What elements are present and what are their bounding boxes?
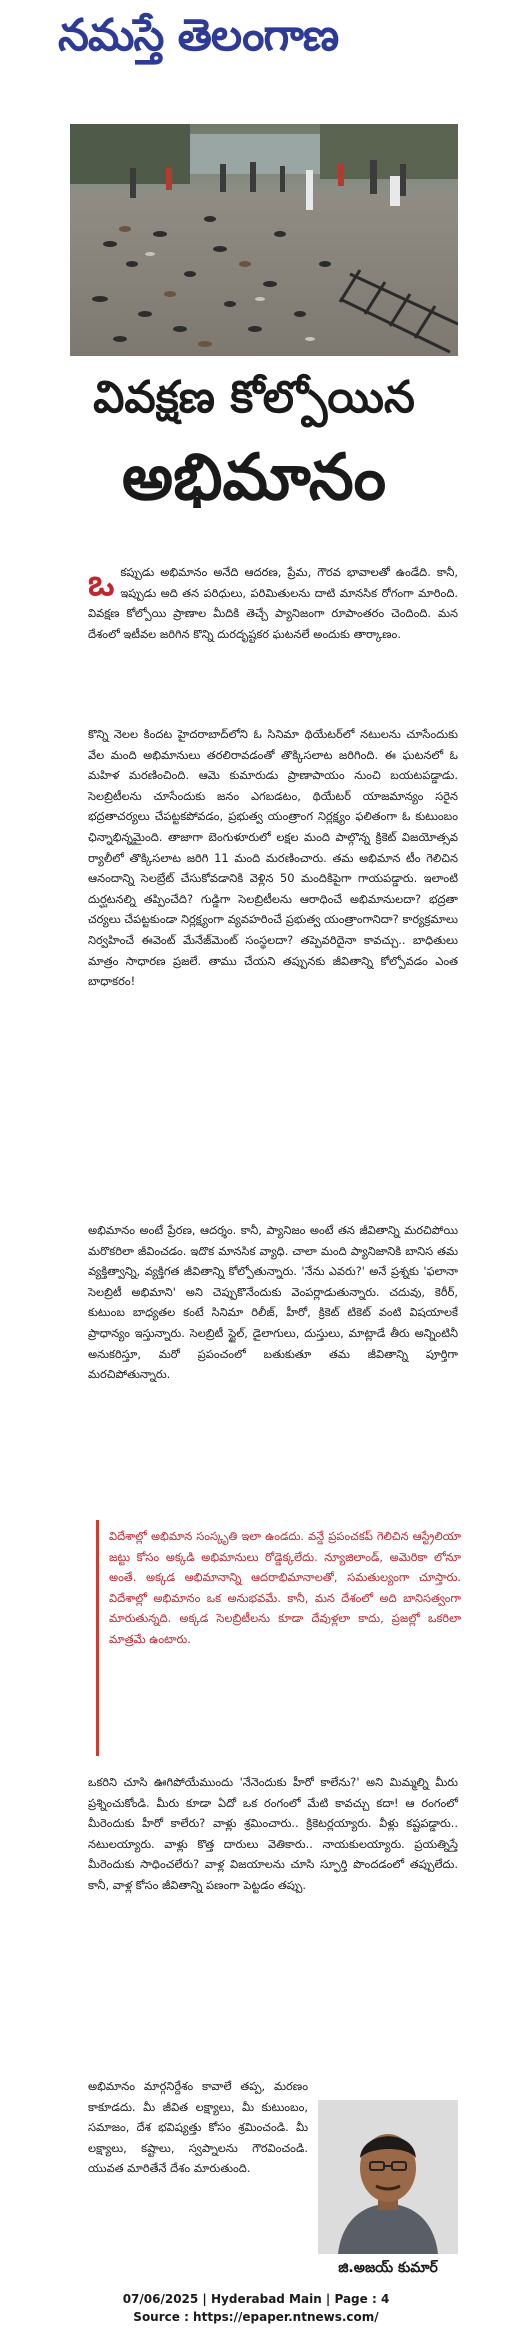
headline-line-1: వివక్షణ కోల్పోయిన [93,372,415,423]
headline-line-2: అభిమానం [121,440,387,515]
drop-cap: ఒ [88,562,115,604]
pull-quote [96,1520,465,1756]
stampede-photo-illustration [70,124,458,356]
author-photo [318,2100,458,2254]
article-paragraph-3: అభిమానం అంటే ప్రేరణ, ఆదర్శం. కానీ, ప్యానిజం అంటే తన జీవితాన్ని మరచిపోయి మరొకరిలా జీవించడం. ఇదొక మానసిక వ్యాధి. చాలా మంది ప్యానిజానికి బానిస తమ వ్యక్తిత్వాన్ని, వ్యక్తిగత జీవితాన్ని కోల్పోతున్నారు. 'నేను ఎవరు?' అనే ప్రశ్నకు 'ఫలానా సెలబ్రిటీ అభిమాని' అని చెప్పుకొనేందుకు వెంపర్లాడుతున్నారు. చదువు, కెరీర్, కుటుంబ బాధ్యతల కంటే సినిమా రిలీజ్, హీరో, క్రికెట్ టికెట్ వంటి విషయాలకే ప్రాధాన్యం ఇస్తున్నారు. సెలబ్రిటీ స్టైల్, డైలాగులు, దుస్తులు, మాట్లాడే తీరు అన్నింటినీ అనుకరిస్తూ, మరో ప్రపంచంలో బతుకుతూ తమ జీవితాన్ని పూర్తిగా మరచిపోతున్నారు. [88,1223,458,1382]
author-portrait [318,2100,458,2254]
pull-quote-text: విదేశాల్లో అభిమాన సంస్కృతి ఇలా ఉండదు. వన్డే ప్రపంచకప్ గెలిచిన ఆస్ట్రేలియా జట్టు కోసం అక్కడి అభిమానులు రోడ్డెక్కలేదు. న్యూజిలాండ్, అమెరికా లోనూ అంతే. అక్కడ అభిమానాన్ని ఆదరాభిమానాలతో, సమతుల్యంగా చూస్తారు. విదేశాల్లో అభిమానం ఒక అనుభవమే. కానీ, మన దేశంలో అది బానిసత్వంగా మారుతున్నది. అక్కడ సెలబ్రిటీలను కూడా దేవుళ్లలా కాదు, ప్రజల్లో ఒకరిలా మాత్రమే ఉంటారు. [109,1529,461,1646]
footer-date-edition: 07/06/2025 | Hyderabad Main | Page : 4 [122,2292,390,2306]
author-name: జి.అజయ్ కుమార్ [338,2260,438,2276]
article-paragraph-1 [88,562,458,644]
article-paragraph-4: ఒకరిని చూసి ఊగిపోయేముందు 'నేనెందుకు హీరో కాలేను?' అని మిమ్మల్ని మీరు ప్రశ్నించుకోండి. మీరు కూడా ఏదో ఒక రంగంలో మేటి కావచ్చు కదా! ఆ రంగంలో మీరెందుకు హీరో కాలేరు? వాళ్లు శ్రమించారు.. క్రికెటర్లయ్యారు. వీళ్లు కష్టపడ్డారు.. నటులయ్యారు. వాళ్లు కొత్త దారులు వెతికారు.. నాయకులయ్యారు. ప్రయత్నిస్తే మీరెందుకు సాధించలేరు? వాళ్ల విజయాలను చూసి స్ఫూర్తి పొందడంలో తప్పులేదు. కానీ, వాళ్ల కోసం జీవితాన్ని పణంగా పెట్టడం తప్పు. [88,1775,458,1892]
footer-source: Source : https://epaper.ntnews.com/ [133,2310,379,2324]
article-paragraph-5: అభిమానం మార్గనిర్దేశం కావాలే తప్ప, మరణం కాకూడదు. మీ జీవిత లక్ష్యాలు, మీ కుటుంబం, సమాజం, దేశ భవిష్యత్తు కోసం శ్రమించండి. మీ లక్ష్యాలు, కష్టాలు, స్వప్నాలను గౌరవించండి. యువత మారితేనే దేశం మారుతుంది. [88,2079,308,2176]
stampede-aftermath-photo [70,124,458,356]
paragraph-1-text: కప్పుడు అభిమానం అనేది ఆదరణ, ప్రేమ, గౌరవ భావాలతో ఉండేది. కానీ, ఇప్పుడు అది తన పరిధులు, పరిమితులను దాటి మానసిక రోగంగా మారింది. వివక్షణ కోల్పోయి ప్రాణాల మీదికి తెచ్చే ప్యానిజంగా రూపాంతరం చెందింది. మన దేశంలో ఇటీవల జరిగిన కొన్ని దురదృష్టకర ఘటనలే అందుకు తార్కాణం. [88,565,458,641]
newspaper-name: నమస్తే తెలంగాణ [58,10,339,61]
masthead [0,4,512,76]
article-paragraph-2: కొన్ని నెలల కిందట హైదరాబాద్‌లోని ఓ సినిమా థియేటర్‌లో నటులను చూసేందుకు వేల మంది అభిమానులు తరలిరావడంతో తొక్కిసలాట జరిగింది. ఈ ఘటనలో ఓ మహిళ మరణించింది. ఆమె కుమారుడు ప్రాణాపాయం నుంచి బయటపడ్డాడు. సెలబ్రిటీలను చూసేందుకు జనం ఎగబడటం, థియేటర్ యాజమాన్యం సరైన భద్రతాచర్యలు చేపట్టకపోవడం, ప్రభుత్వ యంత్రాంగ నిర్లక్ష్యం ఫలితంగా ఓ కుటుంబం ఛిన్నాభిన్నమైంది. తాజాగా బెంగుళూరులో లక్షల మంది పాల్గొన్న క్రికెట్ విజయోత్సవ ర్యాలీలో తొక్కిసలాట జరిగి 11 మంది మరణించారు. తమ అభిమాన టీం గెలిచిన ఆనందాన్ని సెలబ్రేట్ చేసుకోవడానికి వెళ్లిన 50 మందికిపైగా గాయపడ్డారు. ఇలాంటి దుర్ఘటనల్ని తప్పించేది? గుడ్డిగా సెలబ్రిటీలను ఆరాధించే అభిమానులదా? భద్రతా చర్యలు చేపట్టకుండా నిర్లక్ష్యంగా వ్యవహరించే ప్రభుత్వ యంత్రాంగానిదా? కార్యక్రమాలు నిర్వహించే ఈవెంట్ మేనేజ్‌మెంట్ సంస్థలదా? తప్పెవరిదైనా కావచ్చు.. బాధితులు మాత్రం సాధారణ ప్రజలే. తాము చేయని తప్పునకు జీవితాన్ని కోల్పోవడం ఎంత బాధాకరం! [88,727,458,989]
